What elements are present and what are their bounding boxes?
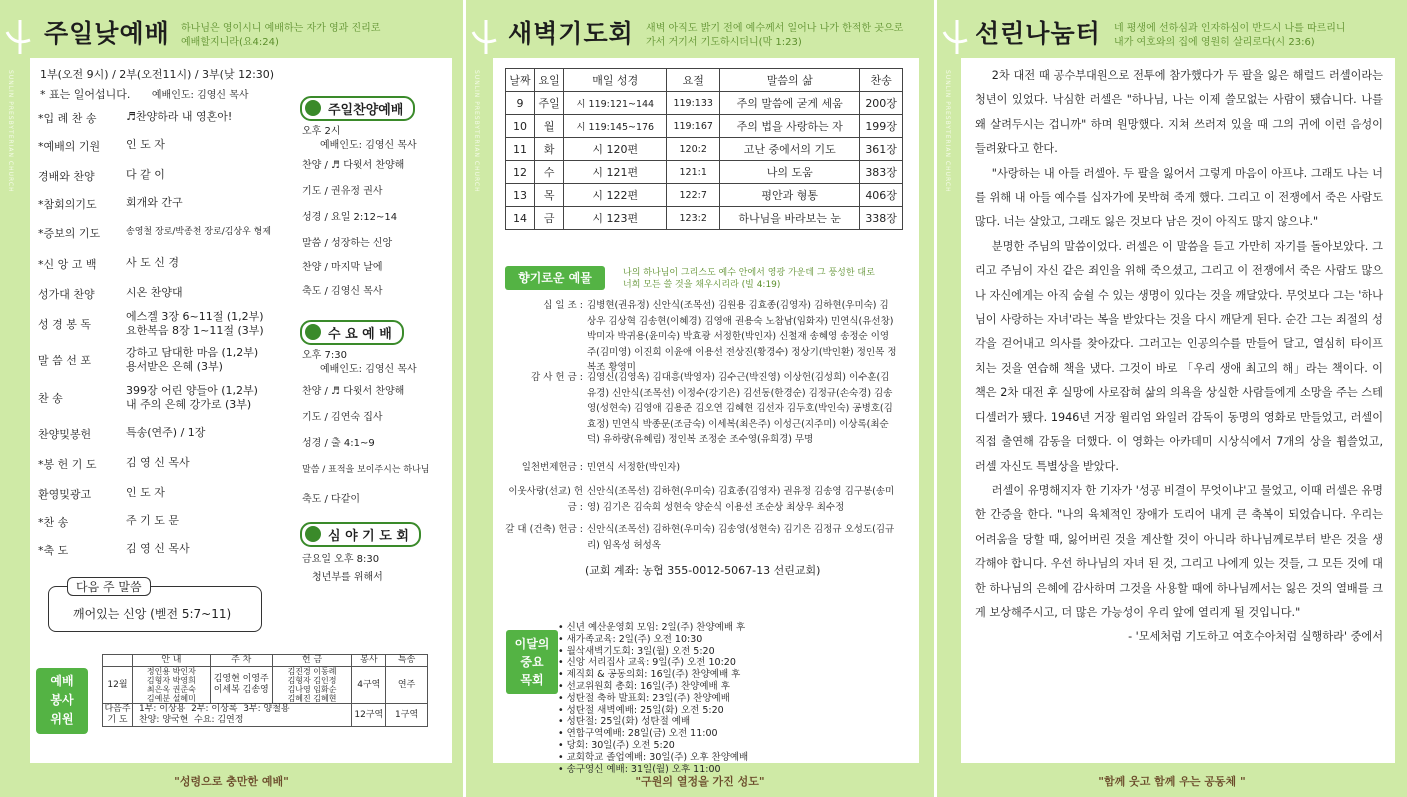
order-item: *참회의기도 회개와 간구 [38,196,183,211]
side-text: SUNLIN PRESBYTERIAN CHURCH [7,70,14,193]
panel-footer: "구원의 열정을 가진 성도" [635,775,765,788]
bullet-icon [305,526,321,542]
order-item: *찬 송 주 기 도 문 [38,514,179,529]
table-row: 9 주일 시 119:121~144 119:133 주의 말씀에 굳게 세움 200장 [506,92,903,115]
order-item: 찬양및봉헌 특송(연주) / 1장 [38,426,206,441]
page-subtitle: 네 평생에 선하심과 인자하심이 반드시 나를 따르리니 내가 여호와의 집에 영원히 살리로다(시 23:6) [1114,23,1346,48]
essay-box [961,58,1395,763]
list-item: • 신앙 서리집사 교육: 9일(주) 오전 10:20 [558,657,736,669]
night-time: 금요일 오후 8:30 [302,554,380,565]
order-item: 찬 송399장 어린 양들아 (1,2부) 내 주의 은혜 강가로 (3부) [38,384,258,411]
next-week-label: 다음 주 말씀 [67,577,151,596]
next-week-box [48,580,262,632]
essay-paragraph: 2차 대전 때 공수부대원으로 전투에 참가했다가 두 팔을 잃은 해럴드 러셀이라는 청년이 있었다. 낙심한 러셀은 "하나님, 나는 이제 쓸모없는 사람이 됐습니다. 나를 왜 살려두시는 겁니까" 하며 원망했다. 지쳐 쓰러져 있을 때 그의 귀에 이런 음성이 들려왔다고 한다. [975,69,1383,156]
praise-leader: 예배인도: 김영신 목사 [320,140,417,151]
duty-header-row: 안 내 주 차 헌 금 봉사 특송 [103,655,428,667]
essay-paragraph: "사랑하는 내 아들 러셀아. 두 팔을 잃어서 그렇게 마음이 아프냐. 그래도 나는 너를 위해 내 아들 예수를 십자가에 못박혀 죽게 했다. 그리고 이 전쟁에서 죽은 사람도 많다. 너는 살았고, 그래도 잃은 것보다 남은 것이 아직도 많지 않으냐." [975,166,1383,229]
order-item: *입 례 찬 송 ♬찬양하라 내 영혼아! [38,110,233,125]
duty-tag: 예배 봉사 위원 [36,668,88,734]
wednesday-service-title: 수 요 예 배 [300,320,404,345]
wednesday-item: 찬양 / ♬ 다윗서 찬양해 [302,386,405,397]
wednesday-item: 축도 / 다같이 [302,494,361,505]
list-item: • 연합구역예배: 28일(금) 오전 11:00 [558,728,718,740]
praise-time: 오후 2시 [302,126,341,137]
sharing-panel [937,0,1407,797]
praise-item: 찬양 / ♬ 다윗서 찬양해 [302,160,405,171]
bullet-icon [305,100,321,116]
offering-verse: 나의 하나님이 그리스도 예수 안에서 영광 가운데 그 풍성한 대로 너희 모든 쓸 것을 채우시리라 (빌 4:19) [623,268,875,290]
list-item: • 선교위원회 총회: 16일(주) 찬양예배 후 [558,680,730,692]
panel-footer: "함께 웃고 함께 우는 공동체 " [1098,775,1246,788]
church-logo-icon [941,16,971,56]
bank-account: (교회 계좌: 농협 355-0012-5067-13 선린교회) [585,564,821,577]
list-item: • 성탄절 새벽예배: 25일(화) 오전 5:20 [558,704,724,716]
offering-item: 일천번제헌금 : 민연식 서정한(박인자) [521,462,681,473]
list-item: • 신년 예산운영회 모임: 2일(주) 찬양예배 후 [558,622,746,633]
order-item: *증보의 기도 송영철 장로/박종천 장로/김상우 형제 [38,227,272,240]
news-tag: 이달의 중요 목회 [506,630,558,694]
night-prayer-title: 심 야 기 도 회 [300,522,421,547]
essay-paragraph: 분명한 주님의 말씀이었다. 러셀은 이 말씀을 듣고 가만히 자기를 돌아보았다. 그리고 주님이 자신 같은 죄인을 위해 죽으셨고, 그리고 이 전쟁에서 죽은 사람도 많으나 자신에게는 아직 숨쉴 수 있는 생명이 있다는 것을 깨달았다. 무엇보다 그는 '하나님이 사랑하는 자녀'라는 복을 받았다는 것을 다시 깨닫게 된다. 순간 그는 죄절의 성각을 걷어내고 의사를 찾아갔다. 그러고는 인공의수를 만들어 달고, 열심히 타이프 치는 것을 연습해 책을 냈다. 그것이 바로 「우리 생애 최고의 해」라는 책이다. 이 책은 2차 대전 후 실망에 사로잡혀 삶의 의욕을 상실한 사람들에게 소망을 주는 스테디셀러가 됐다. 1946년 거장 윌리엄 와일러 감독이 동명의 영화로 만들었고, 러셀이 직접 출연해 감동을 더했다. 이 영화는 아카데미 시상식에서 7개의 상을 휩쓸었고, 러셀 자신도 특별상을 받았다. [975,239,1383,473]
list-item: • 송구영신 예배: 31일(월) 오후 11:00 [558,763,721,775]
order-item: *축 도 김 영 신 목사 [38,542,190,557]
page-subtitle: 하나님은 영이시니 예배하는 자가 영과 진리로 예배할지니라(요4:24) [181,23,381,48]
side-text: SUNLIN PRESBYTERIAN CHURCH [944,70,951,193]
list-item: • 월삭새벽기도회: 3일(월) 오전 5:20 [558,645,715,657]
table-row: 12 수 시 121편 121:1 나의 도움 383장 [506,161,903,184]
duty-table [102,654,428,727]
order-item: 성가대 찬양 시온 찬양대 [38,286,183,301]
order-item: *예배의 기원 인 도 자 [38,138,165,153]
offering-item: 갈 대 (건축) 헌금 : 신안식(조목선) 김하현(우미숙) 김송영(성현숙) 김기은 김정규 오성도(김규리) 임옥성 허성옥 [505,524,895,551]
offering-tag: 향기로운 예물 [505,266,605,290]
table-row: 13 목 시 122편 122:7 평안과 형통 406장 [506,184,903,207]
list-item: • 성탄절: 25일(화) 성탄절 예배 [558,716,691,728]
offering-item: 십 일 조 : 김병현(권유정) 신안식(조목선) 김원용 김효종(김영자) 김하현(우미숙) 김상우 김상혁 김송현(이혜경) 김영애 권용숙 노참남(임화자) 민연식(유선창) 박미자 박귀용(윤미숙) 박효광 서정한(박인자) 신철재 송혜영 송정순 이영주(김미영) 이진희 이윤애 이용선 전상진(황경수) 정상기(박인환) 정인목 정복조 황영미 [543,300,897,373]
order-item: 환영및광고 인 도 자 [38,486,165,501]
essay-paragraph: 러셀이 유명해지자 한 기자가 '성공 비결이 무엇이냐'고 물었고, 이때 러셀은 유명한 간증을 한다. "나의 육체적인 장애가 도리어 내게 큰 축복이 되었습니다. 우리는 어려움을 당할 때, 잃어버린 것을 계산할 것이 아니라 하나님께로부터 받은 것을 생각해야 합니다. 우선 하나님의 자녀 된 것, 그리고 나에게 있는 것들, 그 모든 것에 대한 하나님의 은혜에 감사하며 그것을 사용할 때에 하나님께서는 잃은 것의 열배를 크게 보상해주시고, 더 많은 가능성이 우리 앞에 열리게 될 것입니다." [975,483,1383,619]
order-item: *신 앙 고 백 사 도 신 경 [38,256,179,271]
list-item: • 새가족교육: 2일(주) 오전 10:30 [558,633,703,645]
wednesday-time: 오후 7:30 [302,350,347,361]
church-logo-icon [4,16,34,56]
wednesday-leader: 예배인도: 김영신 목사 [320,364,417,375]
page-subtitle: 새벽 아직도 밝기 전에 예수께서 일어나 나가 한적한 곳으로 가서 거기서 기도하시더니(막 1:23) [646,23,904,48]
duty-row: 다음주 기 도 1부: 이상용 2부: 이상록 3부: 양철용 찬양: 양국현 수요: 김연정 12구역 1구역 [103,704,428,727]
side-text: SUNLIN PRESBYTERIAN CHURCH [473,70,480,193]
offering-item: 이웃사랑(선교) 헌금 :신안식(조목선) 김하현(우미숙) 김효종(김영자) 권유정 김송영 김구봉(송미영) 김기은 김숙희 성현숙 양순식 이용선 조순상 최상우 최수정 [508,486,895,513]
praise-item: 기도 / 권유정 권사 [302,186,383,197]
dawn-prayer-panel [466,0,934,797]
duty-row: 12월 정인용 박인자 김형자 박영희 최은옥 권준숙 김예분 설혜미 김영현 이영주 이세복 김송영 김진경 이동례 김형자 김인정 김나영 임화순 김혜진 김혜현 4구역 연주 [103,667,428,704]
stand-note: * 표는 일어섭니다. 예배인도: 김영신 목사 [40,88,249,101]
page-title: 주일낮예배 [44,19,170,48]
next-week-text: 깨어있는 신앙 (벧전 5:7~11) [73,607,232,621]
service-times: 1부(오전 9시) / 2부(오전11시) / 3부(낮 12:30) [40,68,275,81]
wednesday-item: 말씀 / 표적을 보이주시는 하나님 [302,465,430,475]
list-item: • 성탄절 축하 발표회: 23일(주) 찬양예배 [558,692,730,704]
essay-text [975,64,1383,650]
page-title: 선린나눔터 [975,19,1101,48]
sunday-worship-panel [0,0,463,797]
night-note: 청년부를 위해서 [312,572,383,583]
monthly-news-list [558,622,748,775]
praise-item: 축도 / 김영신 목사 [302,286,383,297]
bible-reading-table [505,68,903,230]
wednesday-item: 기도 / 김연숙 집사 [302,412,383,423]
table-row: 11 화 시 120편 120:2 고난 중에서의 기도 361장 [506,138,903,161]
order-item: 성 경 봉 독에스겔 3장 6~11절 (1,2부) 요한복음 8장 1~11절 (3부) [38,310,264,337]
order-item: 말 씀 선 포강하고 담대한 마음 (1,2부) 용서받은 은혜 (3부) [38,346,259,373]
list-item: • 교회학교 졸업예배: 30일(주) 오후 찬양예배 [558,751,749,763]
panel-footer: "성령으로 충만한 예배" [174,775,289,788]
church-logo-icon [470,16,500,56]
list-item: • 당회: 30일(주) 오전 5:20 [558,739,675,751]
order-item: *봉 헌 기 도 김 영 신 목사 [38,456,190,471]
table-header-row: 날짜 요일 매일 성경 요절 말씀의 삶 찬송 [506,69,903,92]
table-row: 14 금 시 123편 123:2 하나님을 바라보는 눈 338장 [506,207,903,230]
order-item: 경배와 찬양 다 같 이 [38,168,165,183]
essay-source: - '모세처럼 기도하고 여호수아처럼 실행하라' 중에서 [1128,630,1383,644]
praise-item: 성경 / 요일 2:12~14 [302,212,398,223]
table-row: 10 월 시 119:145~176 119:167 주의 법을 사랑하는 자 199장 [506,115,903,138]
wednesday-item: 성경 / 출 4:1~9 [302,438,375,449]
praise-item: 말씀 / 성장하는 신앙 [302,238,393,249]
praise-service-title: 주일찬양예배 [300,96,415,121]
list-item: • 제직회 & 공동의회: 16일(주) 찬양예배 후 [558,669,741,681]
offering-item: 감 사 헌 금 : 김영신(김영옥) 김대흥(박영자) 김수근(박진영) 이상헌(김성희) 이수훈(김유경) 신안식(조목선) 이정수(강기은) 김선동(한경순) 김정규(손숙경) 김송영(성현숙) 김영애 김용준 김오연 김혜현 김선자 김두호(박인숙) 공병호(김효정) 민연식 박종문(조금숙) 이세복(최은주) 이성근(지주미) 이상록(최순덕) 유하량(유혜림) 정인복 조정순 조수영(유희경) 무명 [531,372,893,445]
page-title: 새벽기도회 [508,19,634,48]
praise-item: 찬양 / 마지막 날에 [302,262,383,273]
bullet-icon [305,324,321,340]
